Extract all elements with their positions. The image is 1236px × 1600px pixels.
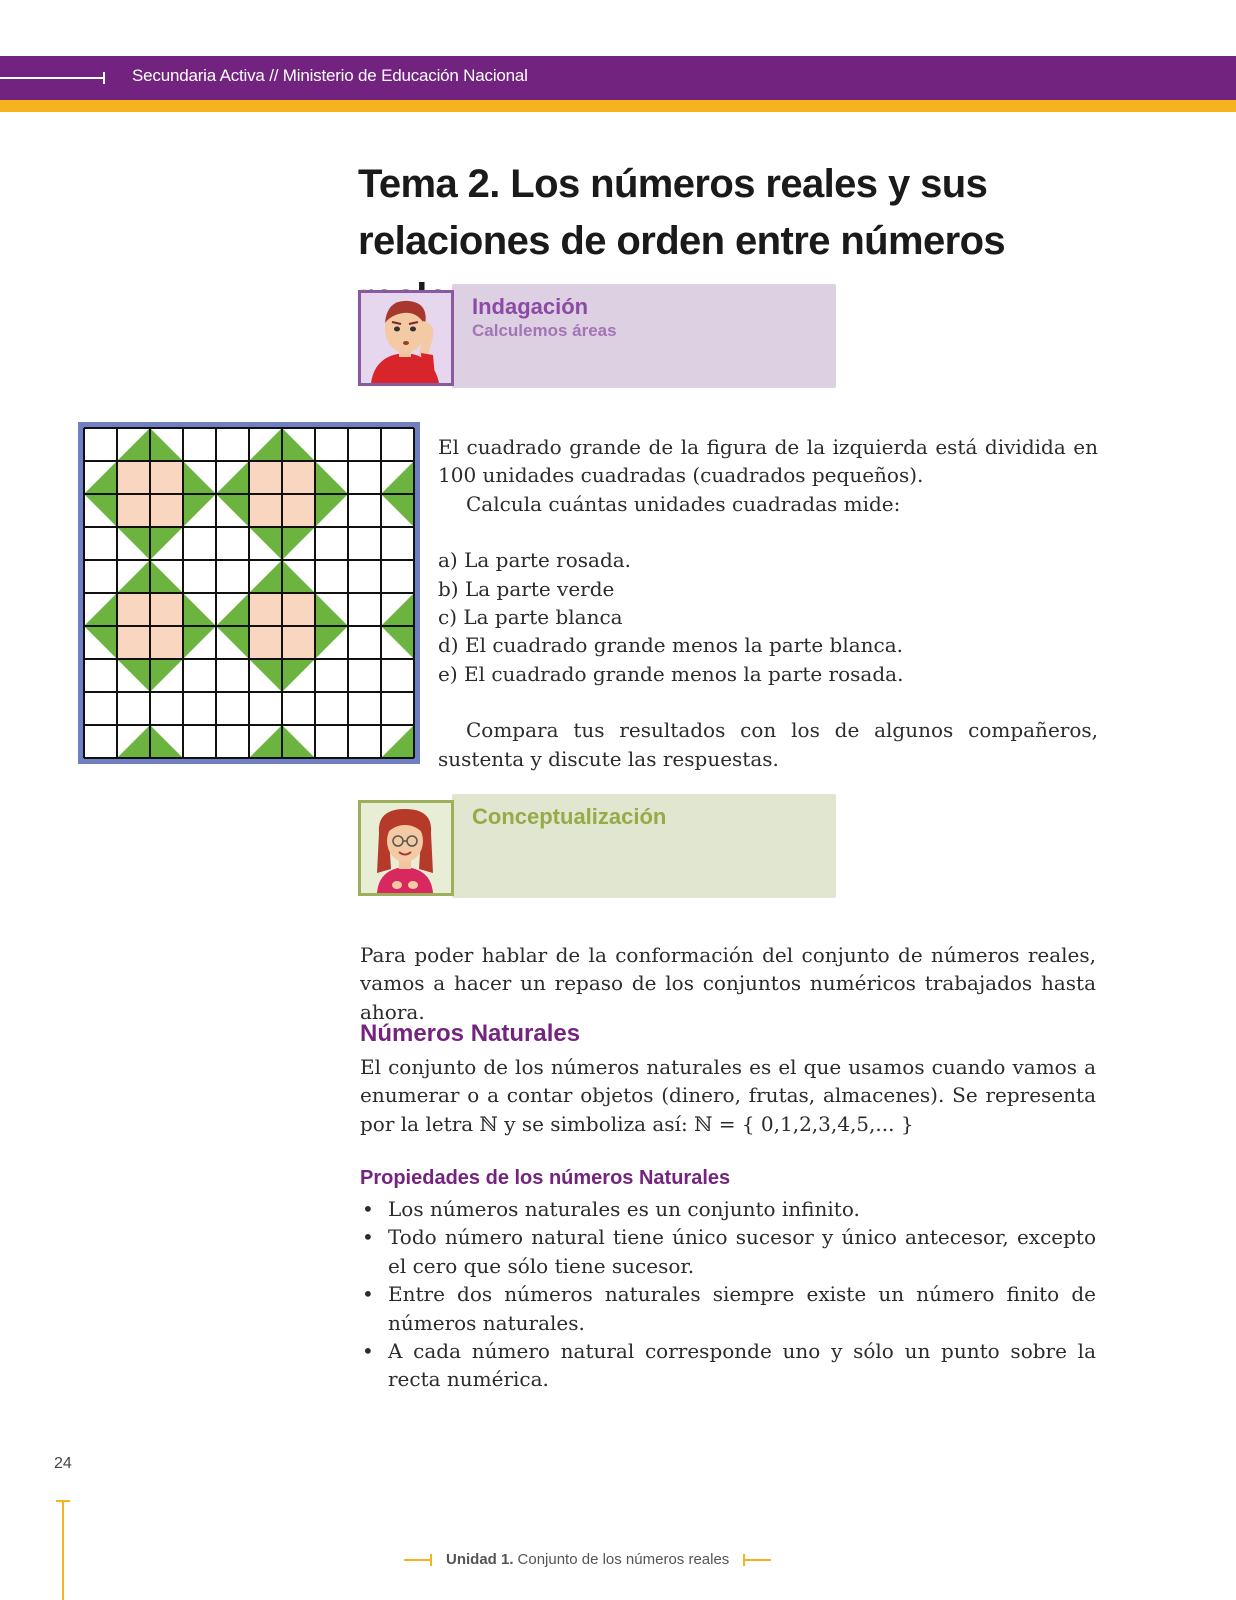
- list-item: [360, 1223, 1096, 1280]
- list-item: [360, 1280, 1096, 1337]
- girl-with-glasses-icon: [358, 800, 454, 896]
- intro-paragraph-1: El cuadrado grande de la figura de la izquierda está dividida en 100 unidades cuadradas (cuadrados pequeños).: [438, 435, 1098, 488]
- header-text: Secundaria Activa // Ministerio de Educación Nacional: [132, 66, 528, 85]
- question-item: c) La parte blanca: [438, 605, 623, 630]
- page-number: 24: [54, 1455, 72, 1472]
- concept-intro-paragraph: Para poder hablar de la conformación del conjunto de números reales, vamos a hacer un repaso de los conjuntos numéricos trabajados hasta ahora.: [360, 943, 1096, 1024]
- intro-paragraph-2: Calcula cuántas unidades cuadradas mide:: [466, 491, 901, 516]
- bullet-dot: •: [362, 1339, 374, 1364]
- intro-paragraph-3: Compara tus resultados con los de algunos compañeros, sustenta y discute las respuestas.: [438, 718, 1098, 771]
- title-line-2: relaciones de orden entre números: [358, 219, 1006, 263]
- title-line-1: Tema 2. Los números reales y sus: [358, 162, 988, 206]
- bullet-dot: •: [362, 1197, 374, 1221]
- conceptualizacion-title: Conceptualización: [472, 804, 667, 829]
- list-item-text: Los números naturales es un conjunto infinito.: [388, 1197, 860, 1221]
- list-item-text: Entre dos números naturales siempre existe un número finito de números naturales.: [388, 1282, 1096, 1335]
- header-stripe: [0, 100, 1236, 112]
- question-item: b) La parte verde: [438, 576, 615, 601]
- footer-rule-left: [404, 1559, 432, 1561]
- propiedades-heading: Propiedades de los números Naturales: [360, 1167, 731, 1189]
- page-margin-rule: [62, 1500, 64, 1600]
- concept-intro-text: [360, 941, 1096, 1026]
- list-item: [360, 1195, 1096, 1223]
- propiedades-text: [360, 1195, 1096, 1394]
- footer: [404, 1551, 771, 1568]
- indagacion-title: Indagación: [472, 294, 589, 319]
- grid-figure-svg: [78, 422, 420, 764]
- indagacion-subtitle: Calculemos áreas: [472, 321, 617, 340]
- header-rule-tick: [103, 72, 105, 84]
- indagacion-banner: [358, 284, 840, 388]
- question-item: a) La parte rosada.: [438, 548, 632, 573]
- footer-label: Conjunto de los números reales: [517, 1551, 730, 1568]
- conceptualizacion-banner: [358, 794, 840, 898]
- naturales-heading: Números Naturales: [360, 1020, 581, 1047]
- footer-unit: Unidad 1.: [446, 1551, 514, 1568]
- propiedades-list: [360, 1195, 1096, 1394]
- naturales-paragraph: El conjunto de los números naturales es el que usamos cuando vamos a enumerar o a contar objetos (dinero, frutas, almacenes). Se representa por la letra ℕ y se simboliza así: ℕ = { 0,1,2,3,4,5,... }: [360, 1055, 1096, 1136]
- header-rule: [0, 77, 104, 79]
- question-item: d) El cuadrado grande menos la parte blanca.: [438, 633, 903, 658]
- question-list: [438, 546, 1098, 688]
- intro-text: [438, 433, 1098, 773]
- bullet-dot: •: [362, 1282, 374, 1307]
- naturales-text: [360, 1053, 1096, 1138]
- list-item-text: Todo número natural tiene único sucesor y único antecesor, excepto el cero que sólo tiene sucesor.: [388, 1225, 1096, 1278]
- thinking-boy-icon: [358, 290, 454, 386]
- list-item: [360, 1337, 1096, 1394]
- page-margin-rule-tick: [56, 1500, 70, 1502]
- question-item: e) El cuadrado grande menos la parte rosada.: [438, 661, 904, 686]
- list-item-text: A cada número natural corresponde uno y sólo un punto sobre la recta numérica.: [388, 1339, 1096, 1392]
- bullet-dot: •: [362, 1225, 374, 1250]
- footer-rule-right: [743, 1559, 771, 1561]
- grid-figure: [78, 422, 420, 764]
